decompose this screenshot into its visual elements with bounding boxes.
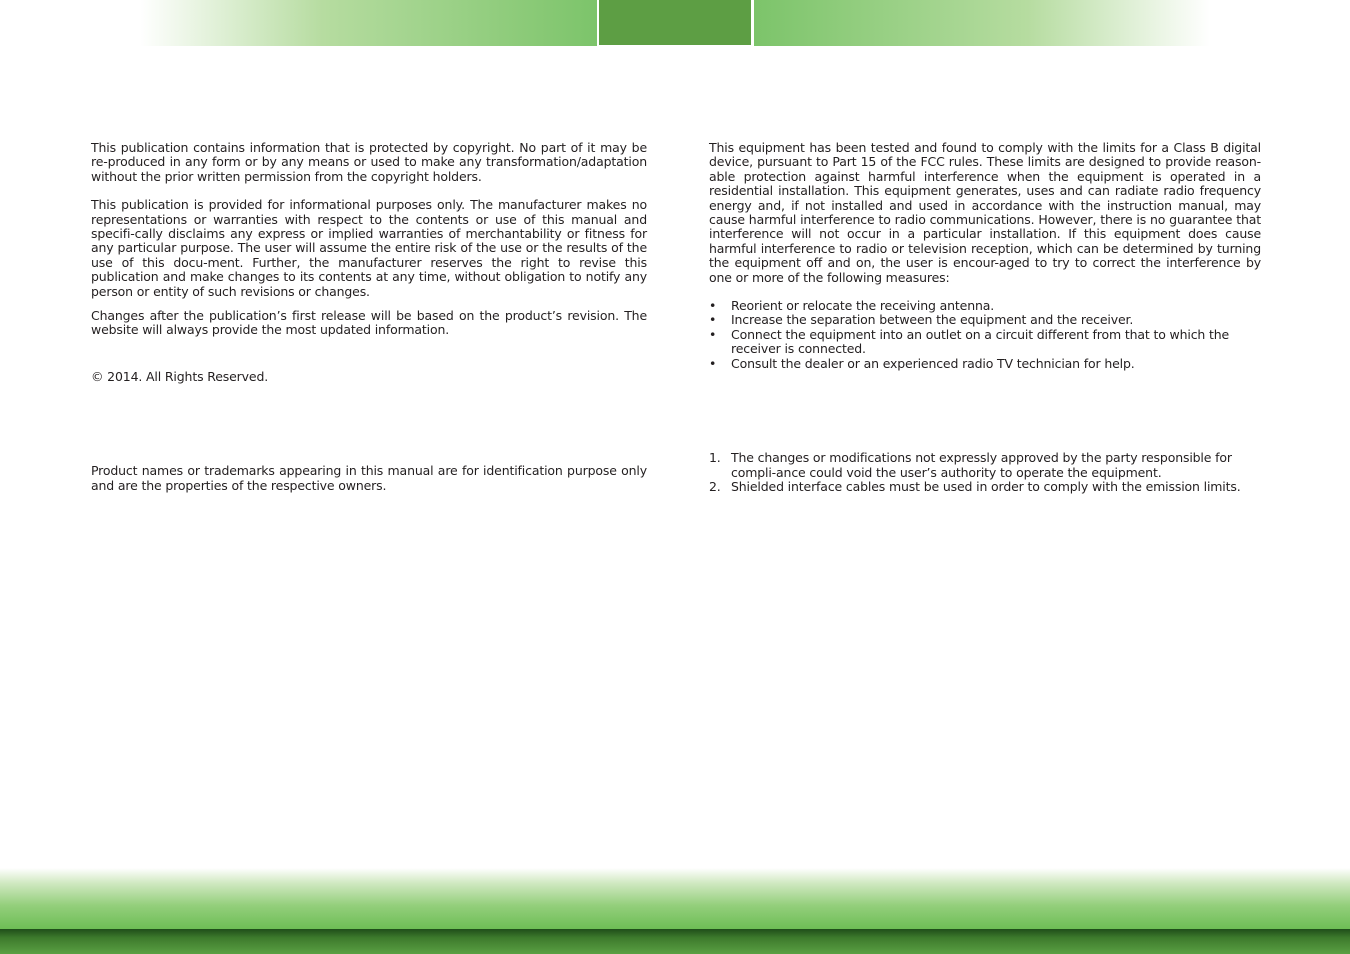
- list-item: [709, 480, 1261, 494]
- list-item: [709, 328, 1261, 357]
- measure-text: Increase the separation between the equipment and the receiver.: [731, 312, 1134, 328]
- notice-number: 1.: [709, 450, 721, 466]
- footer-band: [0, 868, 1350, 930]
- footer-bar: [0, 929, 1350, 954]
- bullet-icon: •: [709, 312, 717, 328]
- measure-text: Consult the dealer or an experienced radio TV technician for help.: [731, 355, 1135, 371]
- bullet-icon: •: [709, 298, 717, 314]
- notice-text: The changes or modifications not expressly approved by the party responsible for compli-ance could void the user’s authority to operate the equipment.: [731, 450, 1232, 480]
- interference-measures-list: [709, 299, 1261, 371]
- measure-text: Reorient or relocate the receiving antenna.: [731, 298, 995, 314]
- fcc-notices-list: [709, 451, 1261, 494]
- bullet-icon: •: [709, 355, 717, 371]
- header-band-center: [599, 0, 751, 45]
- right-column: [709, 141, 1261, 494]
- trademarks-paragraph: Product names or trademarks appearing in this manual are for identification purpose only and are the properties of the respective owners.: [91, 463, 647, 493]
- copyright-paragraph-3: Changes after the publication’s first release will be based on the product’s revision. The website will always provide the most updated information.: [91, 308, 647, 338]
- copyright-paragraph-1: This publication contains information that is protected by copyright. No part of it may be re-produced in any form or by any means or used to make any transformation/adaptation without the prior written permission from the copyright holders.: [91, 140, 647, 184]
- bullet-icon: •: [709, 326, 717, 342]
- list-item: [709, 357, 1261, 371]
- measure-text: Connect the equipment into an outlet on a circuit different from that to which the receiver is connected.: [731, 326, 1230, 357]
- notice-text: Shielded interface cables must be used in order to comply with the emission limits.: [731, 478, 1241, 494]
- list-item: [709, 299, 1261, 313]
- copyright-paragraph-2: This publication is provided for informational purposes only. The manufacturer makes no representations or warranties with respect to the contents or use of this manual and specifi-cally disclaims any express or implied warranties of merchantability or fitness for any particular purpose. The user will assume the entire risk of the use or the results of the use of this docu-ment. Further, the manufacturer reserves the right to revise this publication and make changes to its contents at any time, without obligation to notify any person or entity of such revisions or changes.: [91, 197, 647, 299]
- list-item: [709, 451, 1261, 480]
- header-band-right: [754, 0, 1210, 46]
- notice-number: 2.: [709, 478, 721, 494]
- left-column: [91, 141, 647, 493]
- fcc-paragraph: This equipment has been tested and found to comply with the limits for a Class B digital device, pursuant to Part 15 of the FCC rules. These limits are designed to provide reason-able protection against harmful interference when the equipment is operated in a residential installation. This equipment generates, uses and can radiate radio frequency energy and, if not installed and used in accordance with the instruction manual, may cause harmful interference to radio communications. However, there is no guarantee that interference will not occur in a particular installation. If this equipment does cause harmful interference to radio or television reception, which can be determined by turning the equipment off and on, the user is encour-aged to try to correct the interference by one or more of the following measures:: [709, 140, 1261, 285]
- list-item: [709, 313, 1261, 327]
- rights-statement: © 2014. All Rights Reserved.: [91, 368, 269, 384]
- header-band-left: [140, 0, 597, 46]
